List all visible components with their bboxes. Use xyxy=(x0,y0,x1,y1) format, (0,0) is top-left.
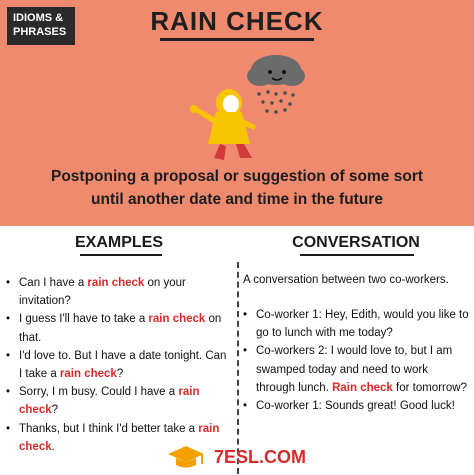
conversation-item xyxy=(243,397,469,415)
header-section xyxy=(0,0,474,226)
bullet-icon: • xyxy=(6,313,11,326)
definition-line-2: until another date and time in the future xyxy=(91,191,383,208)
example-item-pre: Can I have a xyxy=(19,277,88,289)
example-item-post: ? xyxy=(116,368,124,381)
example-item-text xyxy=(19,347,232,383)
highlighted-idiom: rain check xyxy=(59,368,117,381)
highlighted-idiom: Rain check xyxy=(332,381,393,394)
highlighted-idiom: rain check xyxy=(19,422,220,453)
conversation-item xyxy=(243,306,469,342)
bullet-icon: • xyxy=(6,277,11,289)
example-item-post: ? xyxy=(51,404,59,417)
bullet-icon: • xyxy=(6,422,11,435)
examples-underline xyxy=(80,254,162,256)
raindrops-icon xyxy=(257,90,294,113)
graduation-cap-icon xyxy=(166,444,206,470)
content-section xyxy=(0,226,474,474)
highlighted-idiom: rain check xyxy=(148,313,206,326)
conversation-heading: CONVERSATION xyxy=(292,234,420,251)
examples-column xyxy=(0,226,238,474)
conversation-underline xyxy=(300,254,414,256)
highlighted-idiom: rain check xyxy=(87,277,145,289)
logo-text: 7ESL.COM xyxy=(214,447,307,467)
bullet-icon: • xyxy=(6,386,11,399)
conversation-intro: A conversation between two co-workers. xyxy=(243,274,449,286)
conversation-item xyxy=(243,342,469,397)
example-item-text xyxy=(19,274,232,310)
example-item-pre: Thanks, but I think I'd better take a xyxy=(19,422,199,435)
examples-list xyxy=(6,274,232,456)
example-item-pre: I guess I'll have to take a xyxy=(19,313,149,326)
site-logo xyxy=(166,444,308,474)
conversation-list xyxy=(243,306,469,415)
example-item xyxy=(6,310,232,346)
bullet-icon: • xyxy=(243,345,248,358)
conversation-column xyxy=(238,226,474,474)
conversation-item-text xyxy=(256,342,469,397)
conversation-item-text xyxy=(256,306,469,342)
example-item xyxy=(6,274,232,310)
title-underline xyxy=(160,38,314,41)
bullet-icon: • xyxy=(243,400,248,413)
bullet-icon: • xyxy=(243,309,248,321)
definition-line-1: Postponing a proposal or suggestion of some sort xyxy=(50,168,424,185)
examples-heading: EXAMPLES xyxy=(74,234,163,251)
example-item xyxy=(6,347,232,383)
conversation-item-pre: Co-workers 2: I would love to, but I am swamped today and need to work through lunch. xyxy=(256,345,453,394)
conversation-item-text xyxy=(256,397,469,415)
example-item-post: on your invitation? xyxy=(19,277,186,308)
definition-text xyxy=(0,165,474,211)
conversation-item-pre: Co-worker 1: Hey, Edith, would you like to go to lunch with me today? xyxy=(256,309,469,340)
conversation-item-post: for tomorrow? xyxy=(392,381,467,394)
child-in-rain-illustration xyxy=(164,48,314,168)
example-item-post: . xyxy=(51,440,55,453)
example-item-pre: I'd love to. But I have a date tonight. Can I take a xyxy=(19,349,227,381)
rain-cloud-icon xyxy=(247,55,305,86)
raincoat-child-icon xyxy=(190,89,256,160)
badge-line-2: PHRASES xyxy=(13,26,67,38)
conversation-item-pre: Co-worker 1: Sounds great! Good luck! xyxy=(256,400,455,413)
highlighted-idiom: rain check xyxy=(19,386,200,417)
badge-line-1: IDIOMS & xyxy=(13,12,64,24)
example-item-text xyxy=(19,310,232,346)
example-item xyxy=(6,383,232,419)
page-title: RAIN CHECK xyxy=(150,6,324,36)
example-item-pre: Sorry, I m busy. Could I have a xyxy=(19,386,179,399)
bullet-icon: • xyxy=(6,349,11,362)
example-item-text xyxy=(19,383,232,419)
example-item-post: on that. xyxy=(19,313,222,344)
